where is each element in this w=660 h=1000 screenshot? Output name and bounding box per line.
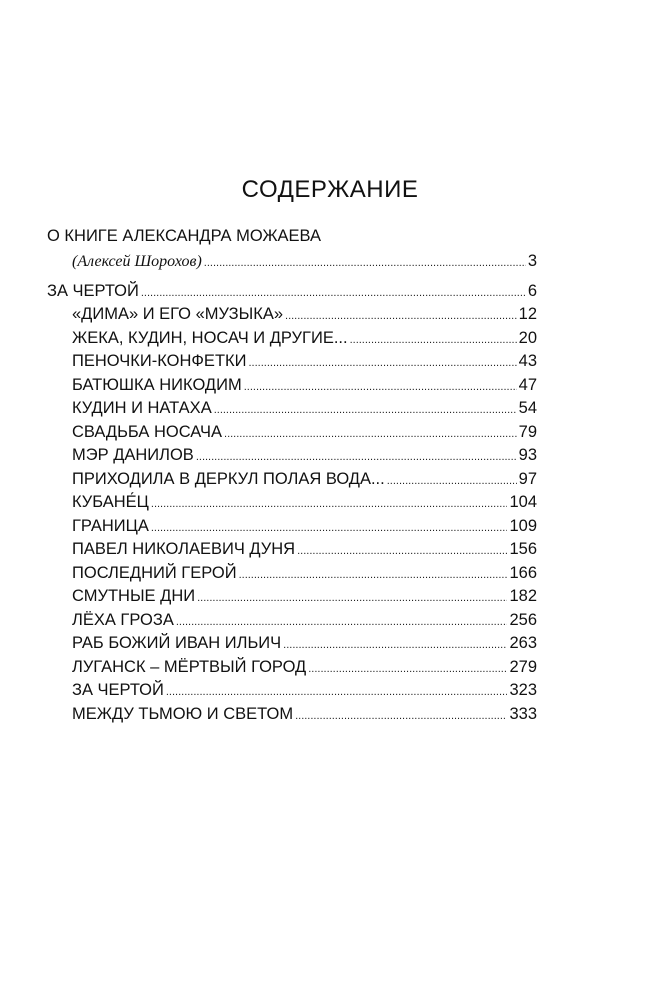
toc-page-number: 166 [509, 563, 537, 582]
toc-page-number: 263 [509, 634, 537, 652]
leader-dots [224, 423, 517, 442]
leader-dots [151, 517, 508, 536]
toc-entry [47, 493, 537, 517]
toc-entry-label: О КНИГЕ АЛЕКСАНДРА МОЖАЕВА [47, 227, 322, 245]
toc-page-number: 323 [509, 681, 537, 699]
toc-entry-part [47, 282, 537, 306]
toc-page-number: 333 [509, 704, 537, 723]
toc-page-number: 12 [518, 305, 537, 323]
leader-dots [249, 352, 517, 371]
leader-dots [295, 705, 507, 724]
toc-entry [47, 587, 537, 611]
leader-dots [197, 587, 507, 606]
toc-entry-label: «ДИМА» И ЕГО «МУЗЫКА» [72, 305, 284, 323]
toc-page-number: 104 [509, 493, 537, 511]
toc-entry-label: ЛЁХА ГРОЗА [72, 610, 174, 629]
leader-dots [350, 329, 517, 348]
toc-entry [47, 470, 537, 494]
toc-entry [47, 352, 537, 376]
leader-dots [239, 564, 508, 583]
page-title: СОДЕРЖАНИЕ [241, 176, 419, 203]
toc-page-number: 156 [509, 540, 537, 558]
leader-dots [166, 681, 508, 700]
leader-dots [387, 470, 517, 489]
leader-dots [141, 282, 526, 301]
leader-dots [297, 540, 507, 559]
toc-entry-label: ЛУГАНСК – МЁРТВЫЙ ГОРОД [72, 657, 307, 676]
toc-page-number: 47 [518, 375, 537, 394]
leader-dots [308, 658, 507, 677]
toc-entry [47, 634, 537, 658]
toc-entry-label: МЭР ДАНИЛОВ [72, 446, 194, 464]
toc-page-number: 97 [518, 469, 537, 488]
toc-entry-intro-heading [47, 227, 537, 252]
toc-entry-label: ЗА ЧЕРТОЙ [72, 681, 164, 699]
toc-entry-label: ПОСЛЕДНИЙ ГЕРОЙ [72, 563, 237, 582]
toc-entry [47, 329, 537, 353]
toc-entry [47, 540, 537, 564]
table-of-contents [47, 227, 537, 728]
toc-entry [47, 423, 537, 447]
toc-entry [47, 705, 537, 729]
toc-entry [47, 611, 537, 635]
toc-page-number: 279 [509, 657, 537, 676]
toc-entry [47, 376, 537, 400]
toc-entry-label: КУБАНЕ́Ц [72, 493, 149, 511]
toc-entry [47, 517, 537, 541]
toc-entry [47, 681, 537, 705]
toc-page-number: 43 [518, 352, 537, 370]
toc-entry [47, 399, 537, 423]
toc-entry-label: СМУТНЫЕ ДНИ [72, 587, 196, 605]
toc-page-number: 109 [509, 516, 537, 535]
toc-page-number: 182 [509, 587, 537, 605]
toc-entry [47, 658, 537, 682]
leader-dots [196, 446, 517, 465]
toc-entry-label: КУДИН И НАТАХА [72, 399, 212, 417]
toc-entry-label: ПЕНОЧКИ-КОНФЕТКИ [72, 352, 247, 370]
leader-dots [283, 634, 507, 653]
toc-entry-label: (Алексей Шорохов) [72, 253, 202, 270]
toc-entry-label: РАБ БОЖИЙ ИВАН ИЛЬИЧ [72, 634, 282, 652]
leader-dots [204, 252, 526, 271]
leader-dots [176, 611, 508, 630]
leader-dots [151, 493, 508, 512]
toc-page-number: 93 [518, 446, 537, 464]
toc-page-number: 256 [509, 610, 537, 629]
toc-entry [47, 305, 537, 329]
toc-entry-intro-author [47, 252, 537, 276]
toc-entry-label: ЗА ЧЕРТОЙ [47, 281, 139, 300]
toc-entry-label: СВАДЬБА НОСАЧА [72, 422, 223, 441]
toc-page-number: 20 [518, 328, 537, 347]
toc-entry-label: МЕЖДУ ТЬМОЮ И СВЕТОМ [72, 704, 294, 723]
toc-entry-label: ПАВЕЛ НИКОЛАЕВИЧ ДУНЯ [72, 540, 296, 558]
toc-page-number: 54 [518, 399, 537, 417]
leader-dots [285, 305, 517, 324]
toc-entry [47, 446, 537, 470]
toc-page-number: 79 [518, 422, 537, 441]
toc-entry-label: ЖЕКА, КУДИН, НОСАЧ И ДРУГИЕ... [72, 328, 348, 347]
toc-page-number: 3 [527, 252, 537, 270]
leader-dots [244, 376, 517, 395]
toc-entry-label: ПРИХОДИЛА В ДЕРКУЛ ПОЛАЯ ВОДА... [72, 469, 385, 488]
toc-entry-label: БАТЮШКА НИКОДИМ [72, 375, 242, 394]
chapter-list [47, 305, 537, 728]
toc-entry [47, 564, 537, 588]
toc-page-number: 6 [527, 281, 537, 300]
toc-entry-label: ГРАНИЦА [72, 516, 149, 535]
leader-dots [214, 399, 517, 418]
